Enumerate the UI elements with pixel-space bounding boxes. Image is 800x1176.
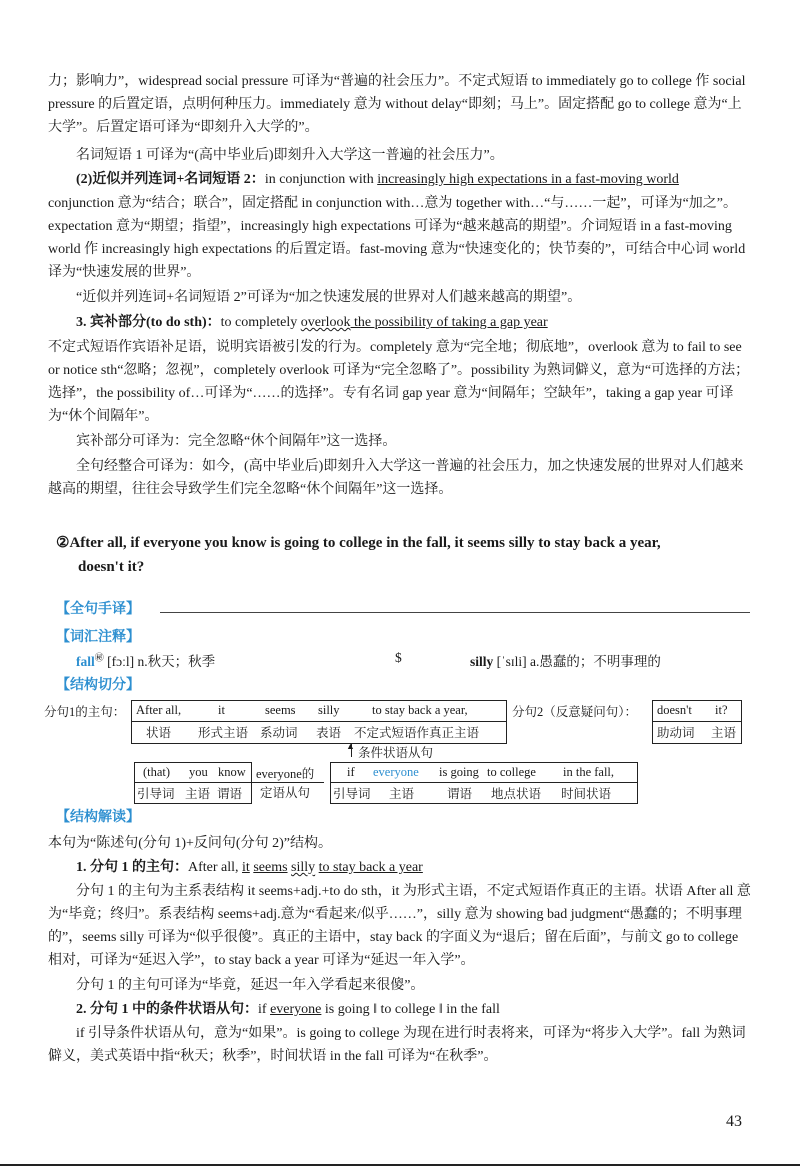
bottom-rule: [0, 1164, 800, 1166]
heading-label: 3. 宾补部分(to do sth)：: [76, 315, 221, 330]
example-sentence-line-2: doesn't it?: [78, 559, 145, 575]
tag-bottom-cell: 主语: [711, 726, 737, 740]
conditional-label: 条件状语从句: [358, 746, 434, 760]
vocab-word: fall: [76, 654, 95, 669]
paragraph-1: 力；影响力”，widespread social pressure 可译为“普遍的社会压力”。不定式短语 to immediately go to college 作 social pressure 的后置定语，点明何种压力。immediately 意为 without delay“即刻；马上”。固定搭配 go to college 意为“上大学”。后置定语可译为“即刻升入大学的”。: [48, 74, 746, 135]
rel-divider: [135, 782, 251, 783]
heading-clause1-main: [48, 856, 752, 879]
rel-bottom-cell: 主语: [185, 787, 211, 801]
paragraph-7-text: 全句经整合可译为：如今，(高中毕业后)即刻升入大学这一普遍的社会压力，加之快速发展的世界对人们越来越高的期望，往往会导致学生们完全忽略“休个间隔年”这一选择。: [48, 459, 744, 497]
vocab-definition: [fɔːl] n.秋天；秋季: [107, 654, 216, 669]
rel-top-cell: you: [189, 765, 208, 779]
main-clause-divider: [132, 721, 506, 722]
cond-bottom-cell: 时间状语: [561, 787, 612, 801]
example-sentence-line-1: ②After all, if everyone you know is going to college in the fall, it seems silly to stay back a year,: [56, 535, 661, 551]
cond-bottom-cell: 谓语: [447, 787, 473, 801]
heading-object-complement: [48, 311, 752, 334]
rel-bottom-cell: 定语从句: [260, 786, 311, 800]
heading-text: in conjunction with: [264, 172, 378, 187]
heading-text-underlined: to stay back a year: [318, 860, 423, 875]
vocab-separator: $: [395, 650, 402, 665]
clause2-label: 分句2（反意疑问句）：: [512, 705, 638, 719]
main-top-cell: seems: [265, 703, 296, 717]
heading-text-underlined: it: [242, 860, 250, 875]
tag-bottom-cell: 助动词: [657, 726, 695, 740]
vocab-definition: [ˈsɪli] a.愚蠢的；不明事理的: [496, 654, 661, 669]
main-clause-box: [131, 700, 507, 744]
heading-text-underlined: everyone: [270, 1002, 322, 1017]
paragraph-10: 分句 1 的主句可译为“毕竟，延迟一年入学看起来很傻”。: [76, 978, 425, 993]
paragraph-5: 不定式短语作宾语补足语，说明宾语被引发的行为。completely 意为“完全地；彻底地”，overlook 意为 to fail to see or notice sth“忽略；忽视”，completely overlook 可译为“完全忽略了”。possibility 为熟词僻义，意为“可选择的方法；选择”，the possibility of…可译为“……的选择”。专有名词 gap year 意为“间隔年；空缺年”，taking a gap year 可译为“休个间隔年”。: [48, 340, 750, 424]
paragraph-8: 本句为“陈述句(分句 1)+反问句(分句 2)”结构。: [48, 836, 332, 851]
paragraph-4: “近似并列连词+名词短语 2”可译为“加之快速发展的世界对人们越来越高的期望”。: [76, 290, 582, 305]
cond-top-cell: is going: [439, 765, 479, 779]
rel-top-cell: everyone的: [256, 767, 315, 781]
vocab-fall: [76, 650, 215, 670]
heading-text: to completely: [220, 315, 301, 330]
heading-text: After all,: [188, 860, 243, 875]
main-top-cell: silly: [318, 703, 340, 717]
rel-top-cell: (that): [143, 765, 171, 779]
conditional-clause-box: [330, 762, 638, 804]
cond-top-cell: everyone: [373, 765, 419, 779]
tag-top-cell: it?: [715, 703, 728, 717]
heading-label: 2. 分句 1 中的条件状语从句：: [76, 1002, 258, 1017]
tag-divider: [653, 721, 741, 722]
heading-text-wavy: overlook: [300, 315, 351, 330]
rel-bottom-cell: 引导词: [137, 787, 175, 801]
page-number: 43: [726, 1113, 742, 1130]
heading-noun-phrase-2: [48, 168, 752, 191]
main-top-cell: After all,: [136, 703, 182, 717]
translation-blank-line[interactable]: [160, 612, 750, 613]
heading-conditional: [48, 998, 752, 1021]
relative-clause-box: [134, 762, 252, 804]
heading-text-underlined: increasingly high expectations: [377, 172, 548, 187]
paragraph-2: 名词短语 1 可译为“(高中毕业后)即刻升入大学这一普遍的社会压力”。: [76, 148, 504, 163]
vocab-word: silly: [470, 654, 494, 669]
paragraph-11-text: if 引导条件状语从句，意为“如果”。is going to college 为现在进行时表将来，可译为“将步入大学”。fall 为熟词僻义，美式英语中指“秋天；秋季”，时间状语 in the fall 可译为“在秋季”。: [48, 1026, 746, 1064]
heading-text-underlined: of taking a gap year: [432, 315, 548, 330]
heading-text: if: [258, 1002, 271, 1017]
main-bottom-cell: 系动词: [260, 726, 298, 740]
rel-bottom-cell: 谓语: [217, 787, 243, 801]
main-top-cell: it: [218, 703, 225, 717]
paragraph-11: [48, 1022, 752, 1068]
paragraph-6: 宾补部分可译为：完全忽略“休个间隔年”这一选择。: [76, 434, 397, 449]
heading-text-underlined: in a fast-moving world: [547, 172, 679, 187]
cond-bottom-cell: 地点状语: [491, 787, 542, 801]
paragraph-7: [48, 455, 752, 501]
cond-top-cell: to college: [487, 765, 536, 779]
section-structure: 【结构切分】: [56, 677, 140, 693]
vocab-silly: [470, 650, 661, 670]
cond-top-cell: if: [347, 765, 355, 779]
heading-label: 1. 分句 1 的主句：: [76, 860, 188, 875]
main-bottom-cell: 形式主语: [198, 726, 249, 740]
heading-text-underlined: the possibility: [350, 315, 433, 330]
paragraph-9: [48, 880, 752, 972]
paragraph-3: conjunction 意为“结合；联合”，固定搭配 in conjunction with…意为 together with…“与……一起”，可译为“加之”。expectation 意为“期望；指望”，increasingly high expectations 可译为“越来越高的期望”。介词短语 in a fast-moving world 作 increasingly high expectations 的后置定语。fast-moving 意为“快速变化的；快节奏的”，可结合中心词 world 译为“快速发展的世界”。: [48, 196, 746, 280]
main-bottom-cell: 表语: [316, 726, 342, 740]
section-vocabulary: 【词汇注释】: [56, 629, 140, 645]
arrow-up-icon: ▲: [346, 741, 355, 751]
cond-bottom-cell: 引导词: [333, 787, 371, 801]
tag-top-cell: doesn't: [657, 703, 692, 717]
cond-top-cell: in the fall,: [563, 765, 615, 779]
tag-question-box: [652, 700, 742, 744]
heading-label: (2)近似并列连词+名词短语 2：: [76, 172, 265, 187]
heading-text: is going ‖ to college ‖ in the fall: [321, 1002, 500, 1017]
heading-text-wavy: silly: [291, 860, 316, 875]
paragraph-9-text: 分句 1 的主句为主系表结构 it seems+adj.+to do sth，it 为形式主语，不定式短语作真正的主语。状语 After all 意为“毕竟；终归”。系表结构 seems+adj.意为“看起来/似乎……”，silly 意为 showing bad judgment“愚蠢的；不明事理的”，seems silly 可译为“似乎很傻”。真正的主语中，stay back 的字面义为“退后；留在后面”，与前文 go to college 相对，可译为“延迟入学”，to stay back a year 可译为“延迟一年入学”。: [48, 884, 751, 968]
heading-text-underlined: seems: [253, 860, 288, 875]
section-reading: 【结构解读】: [56, 809, 140, 825]
cond-bottom-cell: 主语: [389, 787, 415, 801]
main-top-cell: to stay back a year,: [372, 703, 468, 717]
main-bottom-cell: 状语: [146, 726, 172, 740]
clause1-label: 分句1的主句：: [44, 705, 126, 719]
rel-top-cell: know: [218, 765, 246, 779]
cond-divider: [331, 782, 637, 783]
vocab-badge: ㊙: [94, 652, 104, 663]
main-bottom-cell: 不定式短语作真正主语: [354, 726, 480, 740]
section-translation: 【全句手译】: [56, 601, 140, 617]
